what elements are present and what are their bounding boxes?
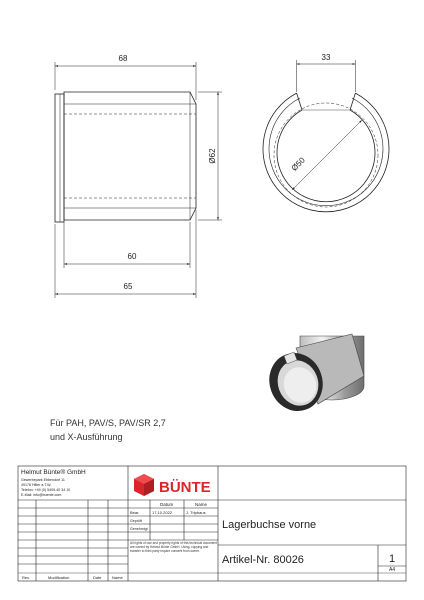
row-norm: Genehmigt bbox=[130, 527, 148, 531]
dim-68-label: 68 bbox=[118, 54, 128, 63]
row-bear: Bear. bbox=[130, 510, 140, 515]
front-view bbox=[263, 93, 389, 212]
outer-circle bbox=[263, 93, 389, 212]
col-datum: Datum bbox=[160, 502, 174, 507]
buente-logo bbox=[134, 474, 211, 496]
footer-modification: Modification bbox=[48, 575, 70, 580]
company-address1: Gewerbepark Ebbendorf 11 bbox=[21, 478, 65, 482]
application-note-line1: Für PAH, PAV/S, PAV/SR 2,7 bbox=[50, 418, 166, 428]
dim-62-label: Ø62 bbox=[208, 148, 217, 164]
footer-rev: Rev. bbox=[22, 575, 30, 580]
copyright-notice: All rights of use and property rights of this technical document are owned by Helmut Bünte GmbH. Using, copying and transfer to third party require consent from owner. bbox=[130, 541, 217, 553]
sheet-format: A4 bbox=[388, 567, 396, 573]
side-view bbox=[55, 92, 196, 222]
dim-33 bbox=[297, 60, 356, 92]
row-gepr: Geprüft bbox=[130, 519, 142, 523]
dim-60 bbox=[64, 222, 190, 268]
col-name: Name bbox=[195, 502, 208, 507]
dim-33-label: 33 bbox=[321, 53, 331, 62]
flange-outline bbox=[55, 94, 64, 222]
row-date: 17.10.2022 bbox=[152, 510, 173, 515]
company-name: Helmut Bünte® GmbH bbox=[21, 469, 86, 476]
bushing-body-outline bbox=[64, 92, 196, 220]
footer-name: Name bbox=[112, 575, 123, 580]
article-number: Artikel-Nr. 80026 bbox=[222, 554, 304, 566]
dim-50-label: Ø50 bbox=[289, 155, 307, 173]
company-phone: Telefon: +49 (0) 5409-40 34 10 bbox=[21, 488, 71, 492]
dim-50 bbox=[289, 120, 362, 190]
dim-60-label: 60 bbox=[127, 252, 137, 261]
company-address2: 49176 Hilter a.T.W. bbox=[21, 483, 52, 487]
row-drawer: J. Tripbaus bbox=[186, 510, 206, 515]
dim-68 bbox=[55, 62, 196, 100]
dim-65-label: 65 bbox=[123, 282, 133, 291]
application-note-line2: und X-Ausführung bbox=[50, 432, 123, 442]
company-email: E-Mail: info@buente.com bbox=[21, 493, 62, 497]
sheet-number: 1 bbox=[388, 553, 396, 565]
logo-text: BÜNTE bbox=[159, 479, 211, 496]
isometric-view bbox=[262, 334, 364, 420]
footer-date: Date bbox=[93, 575, 102, 580]
part-name: Lagerbuchse vorne bbox=[222, 519, 317, 531]
